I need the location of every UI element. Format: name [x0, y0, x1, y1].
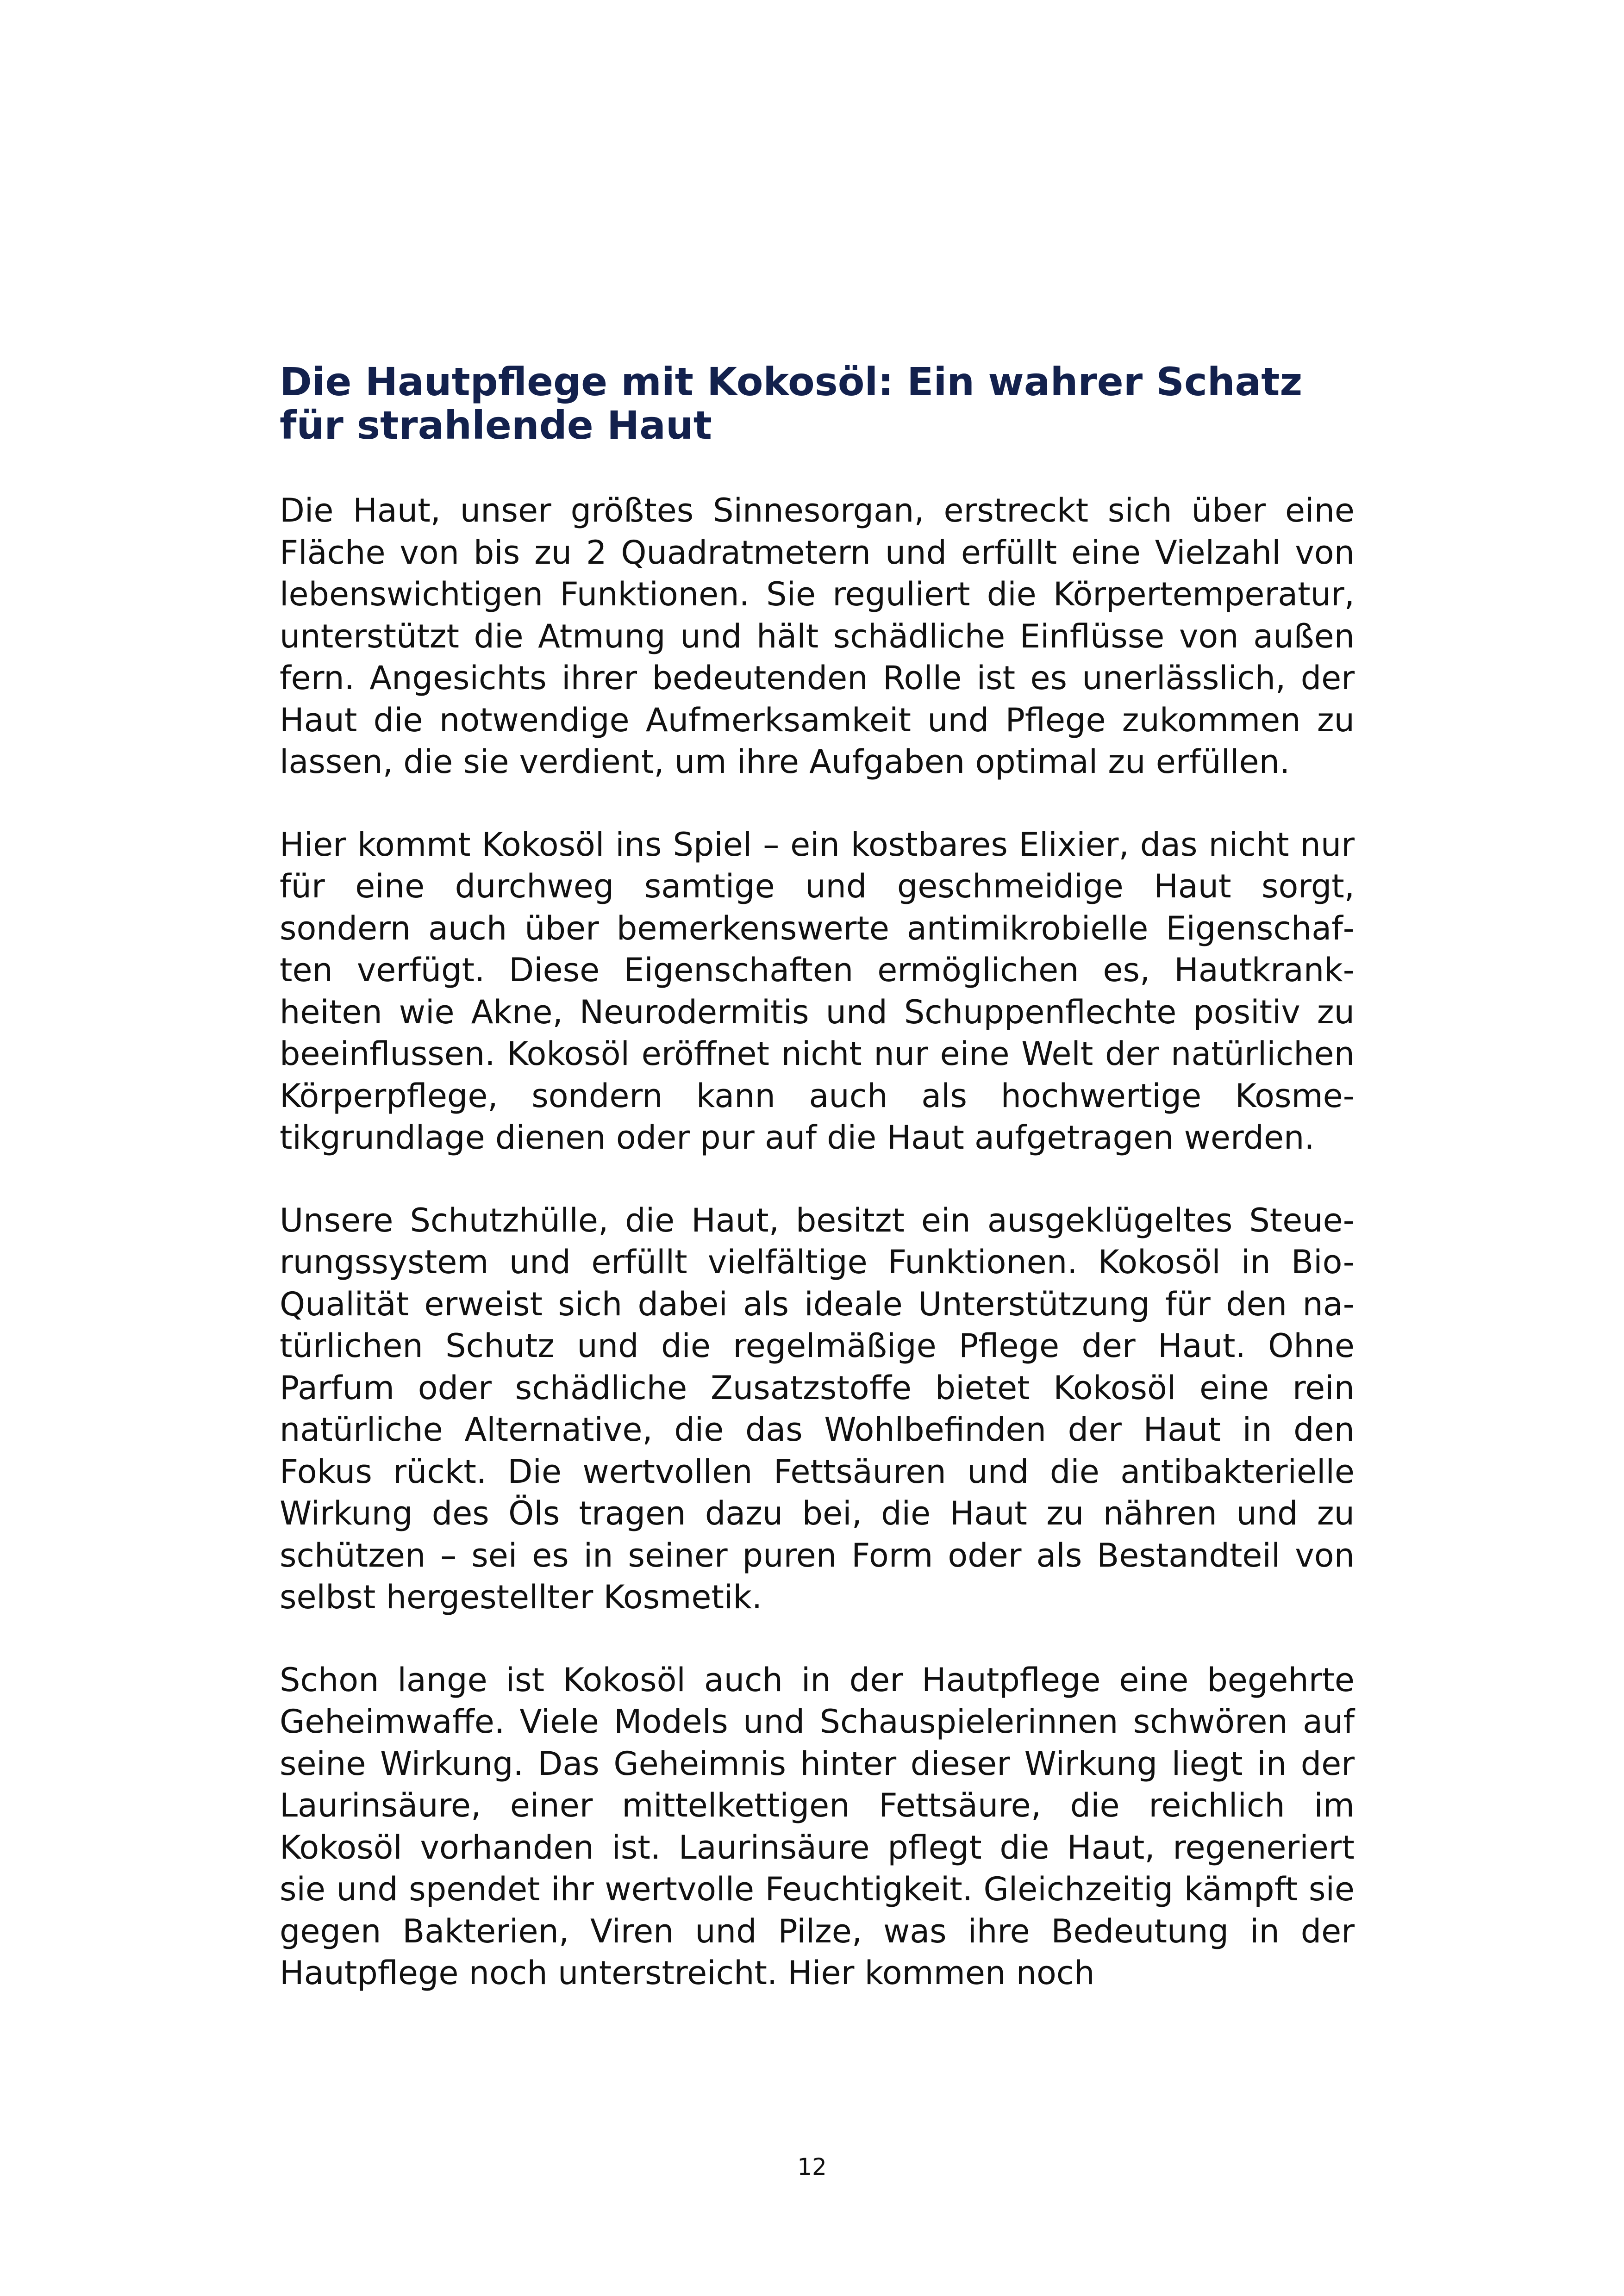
paragraph: Die Haut, unser größtes Sinnesorgan, erstreckt sich über eine Fläche von bis zu 2 Quadratmetern und erfüllt eine Vielzahl von lebenswichtigen Funktionen. Sie reguliert die Körpertemperatur, unterstützt die Atmung und hält schädliche Einflüsse von außen fern. Angesichts ihrer bedeutenden Rolle ist es unerlässlich, der Haut die notwendige Aufmerksamkeit und Pflege zukommen zu lassen, die sie verdient, um ihre Aufgaben optimal zu erfüllen.	[280, 492, 1355, 781]
paragraph: Unsere Schutzhülle, die Haut, besitzt ein ausgeklügeltes Steuerungssystem und erfüllt vielfältige Funktionen. Kokosöl in Bio-Qualität erweist sich dabei als ideale Unterstützung für den natürlichen Schutz und die regelmäßige Pflege der Haut. Ohne Parfum oder schädliche Zusatzstoffe bietet Kokosöl eine rein natürliche Alternative, die das Wohlbefinden der Haut in den Fokus rückt. Die wertvollen Fettsäuren und die antibakterielle Wirkung des Öls tragen dazu bei, die Haut zu nähren und zu schützen – sei es in seiner puren Form oder als Bestandteil von selbst hergestellter Kosmetik.	[280, 1201, 1355, 1616]
paragraph: Schon lange ist Kokosöl auch in der Hautpflege eine begehrte Geheimwaffe. Viele Models und Schauspielerinnen schwören auf seine Wirkung. Das Geheimnis hinter dieser Wirkung liegt in der Laurinsäure, einer mittelkettigen Fettsäure, die reichlich im Kokosöl vorhanden ist. Laurinsäure pflegt die Haut, regeneriert sie und spendet ihr wertvolle Feuchtigkeit. Gleichzeitig kämpft sie gegen Bakterien, Viren und Pilze, was ihre Bedeutung in der Hautpflege noch unterstreicht. Hier kommen noch	[280, 1661, 1355, 1992]
paragraph: Hier kommt Kokosöl ins Spiel – ein kostbares Elixier, das nicht nur für eine durchweg samtige und geschmeidige Haut sorgt, sondern auch über bemerkenswerte antimikrobielle Eigenschaften verfügt. Diese Eigenschaften ermöglichen es, Hautkrankheiten wie Akne, Neurodermitis und Schuppenflechte positiv zu beeinflussen. Kokosöl eröffnet nicht nur eine Welt der natürlichen Körperpflege, sondern kann auch als hochwertige Kosmetikgrundlage dienen oder pur auf die Haut aufgetragen werden.	[280, 825, 1355, 1157]
page-number: 12	[797, 2153, 827, 2180]
section-title: Die Hautpflege mit Kokosöl: Ein wahrer Schatz für strahlende Haut	[280, 359, 1303, 448]
page-content	[280, 360, 1355, 1994]
